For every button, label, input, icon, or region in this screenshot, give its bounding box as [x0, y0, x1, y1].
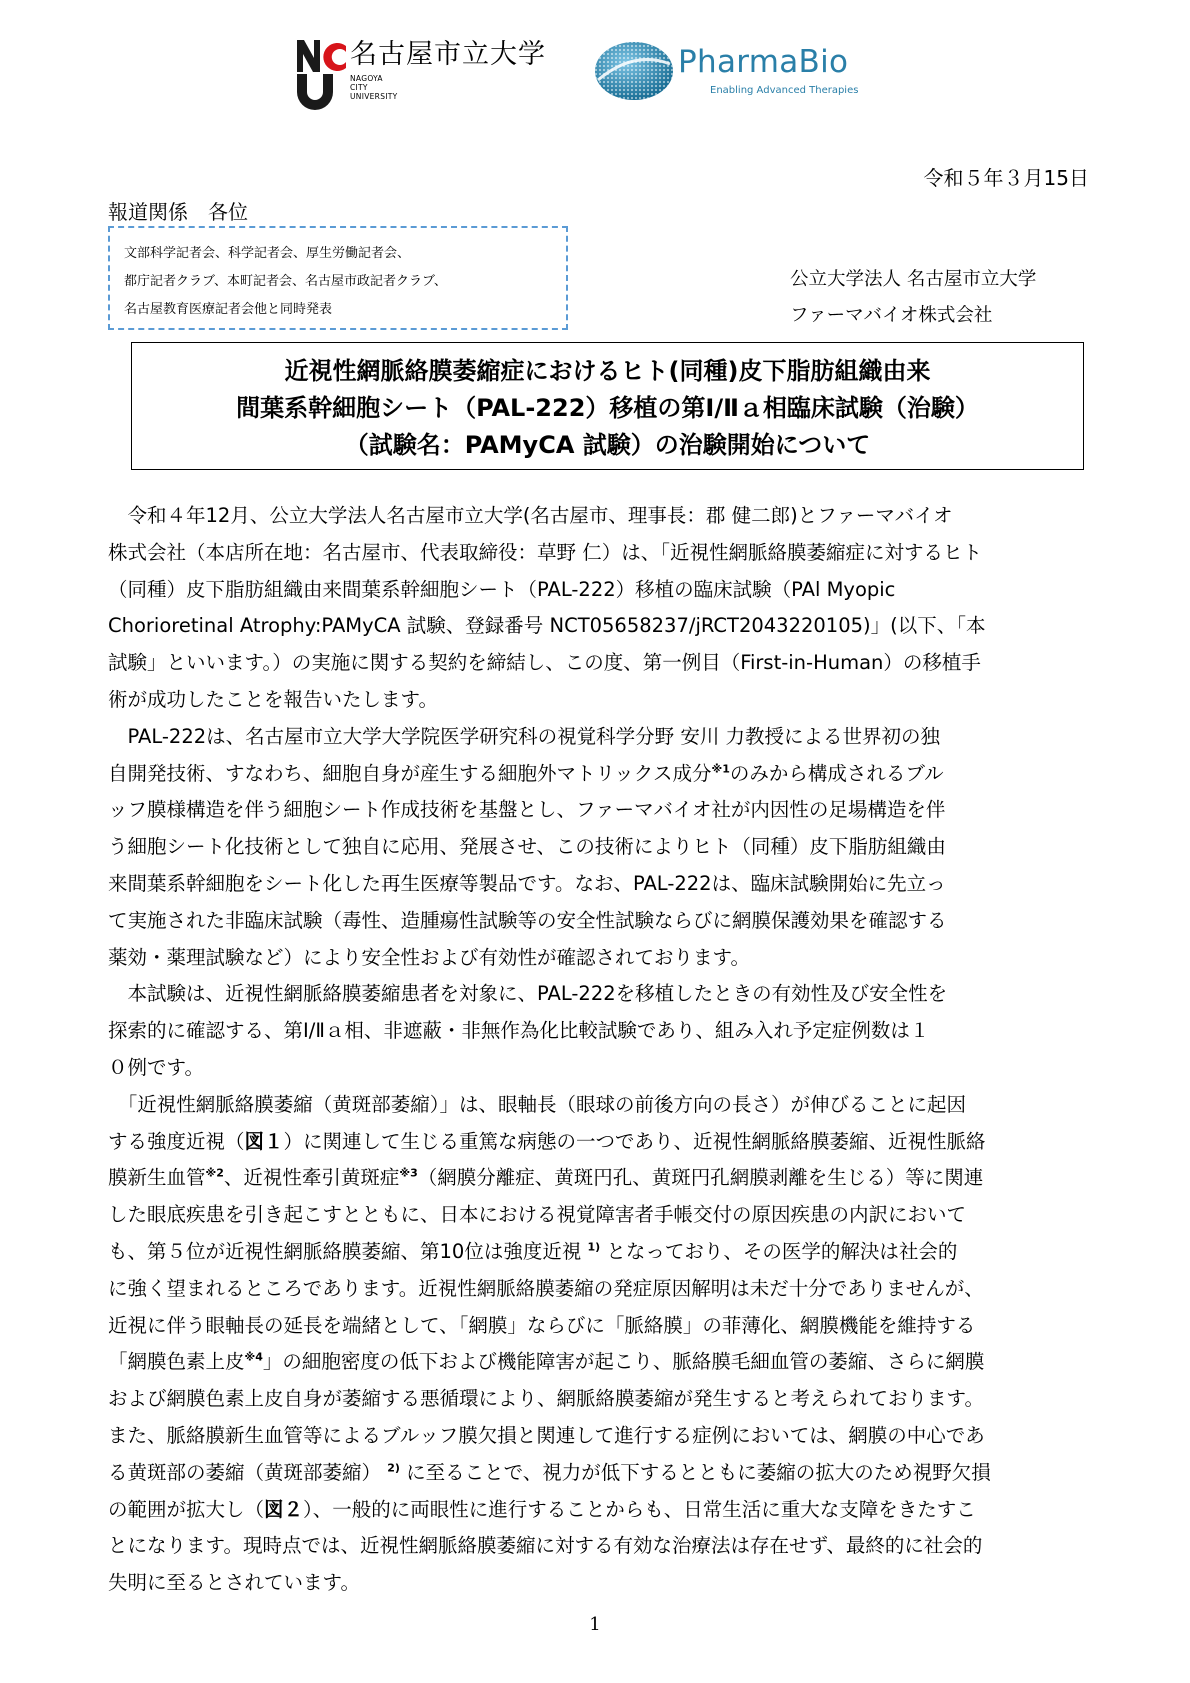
- text-line: 令和４年12月、公立大学法人名古屋市立大学(名古屋市、理事長：郡 健二郎)とファーマバイオ: [108, 504, 953, 527]
- paragraph-disease: [108, 1087, 1090, 1602]
- reference-ref: 1): [587, 1240, 601, 1254]
- ncu-name-jp: 名古屋市立大学: [350, 39, 546, 70]
- footnote-ref: ※4: [244, 1350, 263, 1364]
- paragraph-pal222: [108, 719, 1090, 977]
- text-line: 株式会社（本店所在地：名古屋市、代表取締役：草野 仁）は、「近視性網脈絡膜萎縮症に対するヒト: [108, 540, 982, 564]
- text-line: 「近視性網脈絡膜萎縮（黄斑部萎縮）」は、眼軸長（眼球の前後方向の長さ）が伸びることに起因: [108, 1092, 967, 1116]
- text-line: 自開発技術、すなわち、細胞自身が産生する細胞外マトリックス成分$^{※1}$のみから構成されるブル: [108, 761, 944, 785]
- pharmabio-logo: [594, 40, 884, 102]
- ncu-mark-icon: [296, 38, 348, 110]
- press-clubs-box: [108, 226, 568, 330]
- text-line: 失明に至るとされています。: [108, 1571, 360, 1595]
- text-line: 試験」といいます。）の実施に関する契約を締結し、この度、第一例目（First-in-Human）の移植手: [108, 651, 981, 675]
- addressee: 報道関係 各位: [108, 200, 248, 224]
- reference-ref: 2): [387, 1461, 400, 1475]
- text-line: る黄斑部の萎縮（黄斑部萎縮） $^{2)}$ に至ることで、視力が低下するとともに萎縮の拡大のため視野欠損: [108, 1460, 991, 1484]
- footnote-ref: ※2: [205, 1166, 224, 1180]
- page-number: 1: [589, 1614, 601, 1635]
- text-line: て実施された非臨床試験（毒性、造腫瘍性試験等の安全性試験ならびに網膜保護効果を確認する: [108, 908, 947, 932]
- title-line: 間葉系幹細胞シート（PAL-222）移植の第Ⅰ/Ⅱａ相臨床試験（治験）: [236, 394, 979, 422]
- text-line: ０例です。: [108, 1055, 204, 1079]
- text-line: の範囲が拡大し（図２）、一般的に両眼性に進行することからも、日常生活に重大な支障をきたすこ: [108, 1497, 976, 1521]
- title-line: 近視性網脈絡膜萎縮症におけるヒト(同種)皮下脂肪組織由来: [284, 357, 931, 385]
- text-line: する強度近視（図１）に関連して生じる重篤な病態の一つであり、近視性網脈絡膜萎縮、近視性脈絡: [108, 1129, 986, 1153]
- text-line: （同種）皮下脂肪組織由来間葉系幹細胞シート（PAL-222）移植の臨床試験（PAl Myopic: [108, 577, 896, 601]
- body-text: [108, 498, 1090, 1602]
- figure-ref: 図１: [244, 1129, 284, 1153]
- text-line: 術が成功したことを報告いたします。: [108, 687, 438, 711]
- ncu-name-en: NAGOYA CITY UNIVERSITY: [350, 74, 398, 101]
- press-club-line: 文部科学記者会、科学記者会、厚生労働記者会、: [124, 246, 411, 261]
- issuer-ncu: 公立大学法人 名古屋市立大学: [790, 269, 1037, 290]
- pharmabio-tagline: Enabling Advanced Therapies: [710, 85, 859, 96]
- text-line: とになります。現時点では、近視性網脈絡膜萎縮に対する有効な治療法は存在せず、最終的に社会的: [108, 1534, 983, 1558]
- pharmabio-name: PharmaBio: [678, 44, 849, 80]
- press-club-line: 名古屋教育医療記者会他と同時発表: [124, 302, 333, 317]
- text-line: および網膜色素上皮自身が萎縮する悪循環により、網脈絡膜萎縮が発生すると考えられております。: [108, 1387, 984, 1411]
- footnote-ref: ※3: [399, 1166, 418, 1180]
- text-line: 本試験は、近視性網脈絡膜萎縮患者を対象に、PAL-222を移植したときの有効性及び安全性を: [108, 982, 948, 1006]
- text-line: に強く望まれるところであります。近視性網脈絡膜萎縮の発症原因解明は未だ十分でありませんが、: [108, 1276, 984, 1300]
- text-line: ッフ膜様構造を伴う細胞シート作成技術を基盤とし、ファーマバイオ社が内因性の足場構造を伴: [108, 798, 946, 822]
- title-line: （試験名：PAMyCA 試験）の治験開始について: [344, 431, 871, 459]
- footnote-ref: ※1: [711, 762, 730, 776]
- press-club-line: 都庁記者クラブ、本町記者会、名古屋市政記者クラブ、: [124, 274, 447, 289]
- issuers: [790, 262, 1036, 334]
- text-line: 近視に伴う眼軸長の延長を端緒として、「網膜」ならびに「脈絡膜」の菲薄化、網膜機能を維持する: [108, 1313, 976, 1337]
- text-line: 膜新生血管$^{※2}$、近視性牽引黄斑症$^{※3}$（網膜分離症、黄斑円孔、黄斑円孔網膜剥離を生じる）等に関連: [108, 1166, 984, 1190]
- text-line: 来間葉系幹細胞をシート化した再生医療等製品です。なお、PAL-222は、臨床試験開始に先立っ: [108, 871, 946, 895]
- text-line: PAL-222は、名古屋市立大学大学院医学研究科の視覚科学分野 安川 力教授による世界初の独: [108, 724, 941, 748]
- text-line: 探索的に確認する、第Ⅰ/Ⅱａ相、非遮蔽・非無作為化比較試験であり、組み入れ予定症例数は１: [108, 1019, 930, 1043]
- title-box: [131, 342, 1084, 470]
- paragraph-agreement: [108, 498, 1090, 719]
- text-line: う細胞シート化技術として独自に応用、発展させ、この技術によりヒト（同種）皮下脂肪組織由: [108, 835, 946, 859]
- issuer-pharmabio: ファーマバイオ株式会社: [790, 305, 993, 326]
- text-line: 薬効・薬理試験など）により安全性および有効性が確認されております。: [108, 945, 750, 969]
- pharmabio-globe-icon: [594, 40, 674, 102]
- paragraph-trial: [108, 976, 1090, 1086]
- text-line: Chorioretinal Atrophy:PAMyCA 試験、登録番号 NCT05658237/jRCT2043220105)」(以下、「本: [108, 614, 986, 638]
- figure-ref: 図２: [264, 1497, 304, 1521]
- text-line: も、第５位が近視性網脈絡膜萎縮、第10位は強度近視 $^{1)}$ となっており、その医学的解決は社会的: [108, 1239, 958, 1263]
- release-date: 令和５年３月15日: [923, 166, 1089, 190]
- text-line: また、脈絡膜新生血管等によるブルッフ膜欠損と関連して進行する症例においては、網膜の中心であ: [108, 1423, 985, 1447]
- text-line: 「網膜色素上皮$^{※4}$」の細胞密度の低下および機能障害が起こり、脈絡膜毛細血管の萎縮、さらに網膜: [108, 1350, 985, 1374]
- text-line: した眼底疾患を引き起こすとともに、日本における視覚障害者手帳交付の原因疾患の内訳において: [108, 1203, 967, 1227]
- ncu-logo: [296, 38, 566, 110]
